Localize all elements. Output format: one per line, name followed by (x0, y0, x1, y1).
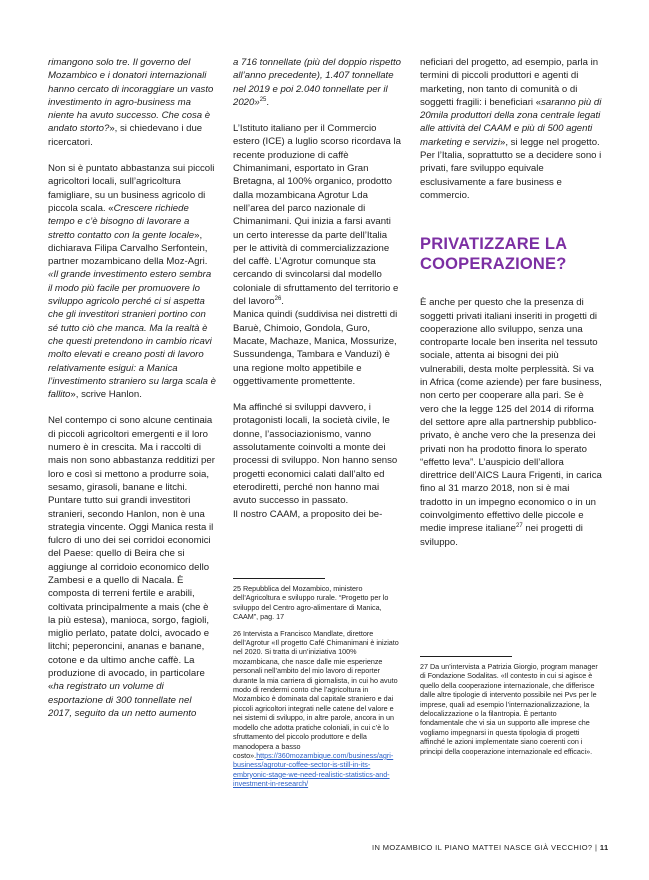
paragraph: Manica quindi (suddivisa nei distretti di Baruè, Chimoio, Gondola, Guro, Macate, Machaze, Manica, Mossurize, Sussundenga, Tambara e Vanduzi) è una regione molto appetibile e oggettivamente promettente. (233, 309, 398, 387)
quote-text: a 716 tonnellate (più del doppio rispetto all’anno precedente), 1.407 tonnellate nel 2019 e poi 2.040 tonnellate per il 2020» (233, 57, 402, 108)
paragraph (48, 414, 218, 720)
footnote-26-link[interactable]: https://360mozambique.com/business/agri-business/agrotur-coffee-sector-is-still-in-its-embryonic-stage-we-need-realistic-statistics-and-investment-in-research/ (233, 750, 394, 789)
column-1 (48, 56, 218, 733)
paragraph: Il nostro CAAM, a proposito dei be- (233, 508, 383, 520)
body-text: nei progetti di sviluppo. (420, 523, 583, 548)
footnote-ref: 27 (515, 523, 523, 530)
paragraph (233, 122, 403, 308)
body-text: . (281, 296, 284, 308)
paragraph (420, 56, 602, 202)
paragraph (420, 296, 602, 549)
quote-text: «Il grande investimento estero sembra il modo più facile per promuovere lo sviluppo agricolo perché ci si aspetta che gli investitori stranieri portino con sé tutto ciò che manca. Ma la realtà è che questi pretendono in cambio ricavi molto elevati e creano posti di lavoro relativamente esigui: a Manica l’investimento straniero su larga scala è fallito (48, 269, 216, 401)
paragraph: Ma affinché si sviluppi davvero, i protagonisti locali, la società civile, le donne, l’associazionismo, vanno assolutamente coinvolti a monte dei processi di sviluppo. Non hanno senso progetti economici calati dall’alto ed eterodiretti, perché non hanno mai avuto successo in passato. (233, 402, 398, 507)
paragraph (233, 56, 403, 109)
body-text: », si legge nel progetto. Per l’Italia, soprattutto se a decidere sono i privati, fare sviluppo equivale esclusivamente a fare business e commercio. (420, 136, 602, 201)
footnote-divider (233, 578, 325, 579)
footnote-ref: 25 (259, 96, 267, 103)
paragraph (48, 268, 218, 401)
page-footer (372, 843, 609, 852)
body-text: », scrive Hanlon. (70, 389, 142, 401)
paragraph (48, 56, 218, 149)
footnote-25: 25 Repubblica del Mozambico, ministero dell’Agricoltura e sviluppo rurale. “Progetto per lo sviluppo del Centro agro-alimentare di Manica, CAAM”, pag. 17 (233, 584, 389, 622)
body-text: L’Istituto italiano per il Commercio estero (ICE) a luglio scorso ricordava la recente produzione di caffè Chimanimani, esportato in Gran Bretagna, al 100% organico, prodotto dalla mozambicana Agrotur Lda nell’area del parco nazionale di Chimanimani. Qui inizia a farsi avanti un certo interesse da parte dell’Italia per le attività di commercializzazione del caffè. L’Agrotur comunque sta cercando di svincolarsi dal modello coloniale di sfruttamento del territorio e del lavoro (233, 123, 401, 308)
footnote-ref: 26 (274, 295, 282, 302)
column-3 (420, 56, 602, 562)
body-text: . (266, 96, 270, 108)
column-2 (233, 56, 403, 534)
footer-title: IN MOZAMBICO IL PIANO MATTEI NASCE GIÀ VECCHIO? (372, 843, 593, 852)
body-text: », dichiarava Filipa Carvalho Serfontein, partner mozambicano della Moz-Agri. (48, 229, 208, 268)
page-number: 11 (599, 843, 609, 852)
quote-text: rimangono solo tre. Il governo del Mozambico e i donatori internazionali hanno cercato di incoraggiare un vasto investimento in agro-business ma niente ha avuto successo. Che cosa è andato storto? (48, 57, 214, 135)
footnotes-column-2 (233, 584, 405, 796)
footnote-divider (420, 656, 512, 657)
quote-text: Crescere richiede tempo e c’è bisogno di lavorare a stretto contatto con la gente locale (48, 202, 195, 241)
footnote-26 (233, 629, 405, 789)
body-text: È anche per questo che la presenza di soggetti privati italiani inseriti in progetti di cooperazione allo sviluppo, senza una controparte locale ben inserita nel tessuto sociale, attenta ai bisogni dei più vulnerabili, desta molte perplessità. Si va in Africa (come aziende) per fare business, non certo per cooperare alla pari. Se è vero che la legge 125 del 2014 di riforma del settore apre alla partnership pubblico-privato, è anche vero che la presenza dei privati non ha prodotto finora lo sperato “effetto leva”. L’auspicio dell’allora direttrice dell’AICS Laura Frigenti, in carica fino al 31 marzo 2018, non si è mai tradotto in un impegno economico o in un coinvolgimento effettivo delle piccole e medie imprese italiane (420, 297, 602, 535)
quote-text: saranno più di 20mila produttori della zona centrale legati alle attività del CAAM e più di 500 agenti marketing e servizi (420, 96, 602, 148)
paragraph (48, 162, 218, 268)
body-text: Non si è puntato abbastanza sui piccoli agricoltori locali, sull’agricoltura famigliare, su un business agricolo di piccola scala. « (48, 163, 215, 214)
footnotes-column-3 (420, 662, 602, 763)
body-text: neficiari del progetto, ad esempio, parla in termini di piccoli produttori e agenti di marketing, non tanto di comunità o di soggetti fragili: i beneficiari « (420, 57, 599, 108)
footer-separator: | (592, 843, 600, 852)
footnote-27: 27 Da un’intervista a Patrizia Giorgio, program manager di Fondazione Sodalitas. «Il contesto in cui si agisce è quello della cooperazione internazionale, che differisce dalle altre tipologie di intervento possibile nei Pvs per le imprese, quali ad esempio l’internazionalizzazione, la delocalizzazione o la filantropia. È pertanto fondamentale che vi sia un supporto alle imprese che vogliamo impegnarsi in questa tipologia di progetti affinché le azioni implementate siano coerenti con i principi della cooperazione internazionale ed efficaci». (420, 662, 598, 756)
section-heading: PRIVATIZZARE LA COOPERAZIONE? (420, 235, 567, 274)
body-text: Nel contempo ci sono alcune centinaia di piccoli agricoltori emergenti e il loro numero è in crescita. Ma i raccolti di mais non sono abbastanza redditizi per loro e così si mettono a produrre soia, sesamo, girasoli, banane e litchi. Puntare tutto sui grandi investitori stranieri, secondo Hanlon, non è una strategia vincente. Oggi Manica resta il fulcro di uno dei sei corridoi economici del Paese: quello di Beira che si aggiunge al corridoio economico dello Zambesi e a quello di Nacala. È composta di terreni fertile e arabili, coltivata principalmente a mais (che è la più estesa), manioca, sorgo, fagioli, miglio perlato, patate dolci, avocado e litchi; peperoncini, ananas e banane, cotone e da ultimo anche caffè. La produzione di avocado, in particolare « (48, 415, 215, 693)
quote-text: ha registrato un volume di esportazione di 300 tonnellate nel 2017, seguito da un netto aumento (48, 681, 197, 719)
body-text: », si chiedevano i due ricercatori. (48, 123, 203, 148)
footnote-26-text: 26 Intervista a Francisco Mandlate, direttore dell’Agrotur «Il progetto Café Chimanimani è iniziato nel 2020. Si tratta di un’iniziativa 100% mozambicana, che nasce dalle mie esperienze personali nell’ambito del mio lavoro di reporter durante la mia carriera di giornalista, in cui ho avuto modo di rendermi conto che l’agricoltura in Mozambico è dominata dal capitale straniero e dai piccoli agricoltori integrati nelle catene del valore e nei sistemi di sviluppo, in altre parole, ancora in un modello che adotta pratiche coloniali, in cui c’è lo sfruttamento del piccolo produttore e della manodopera a basso costo». (233, 628, 399, 760)
